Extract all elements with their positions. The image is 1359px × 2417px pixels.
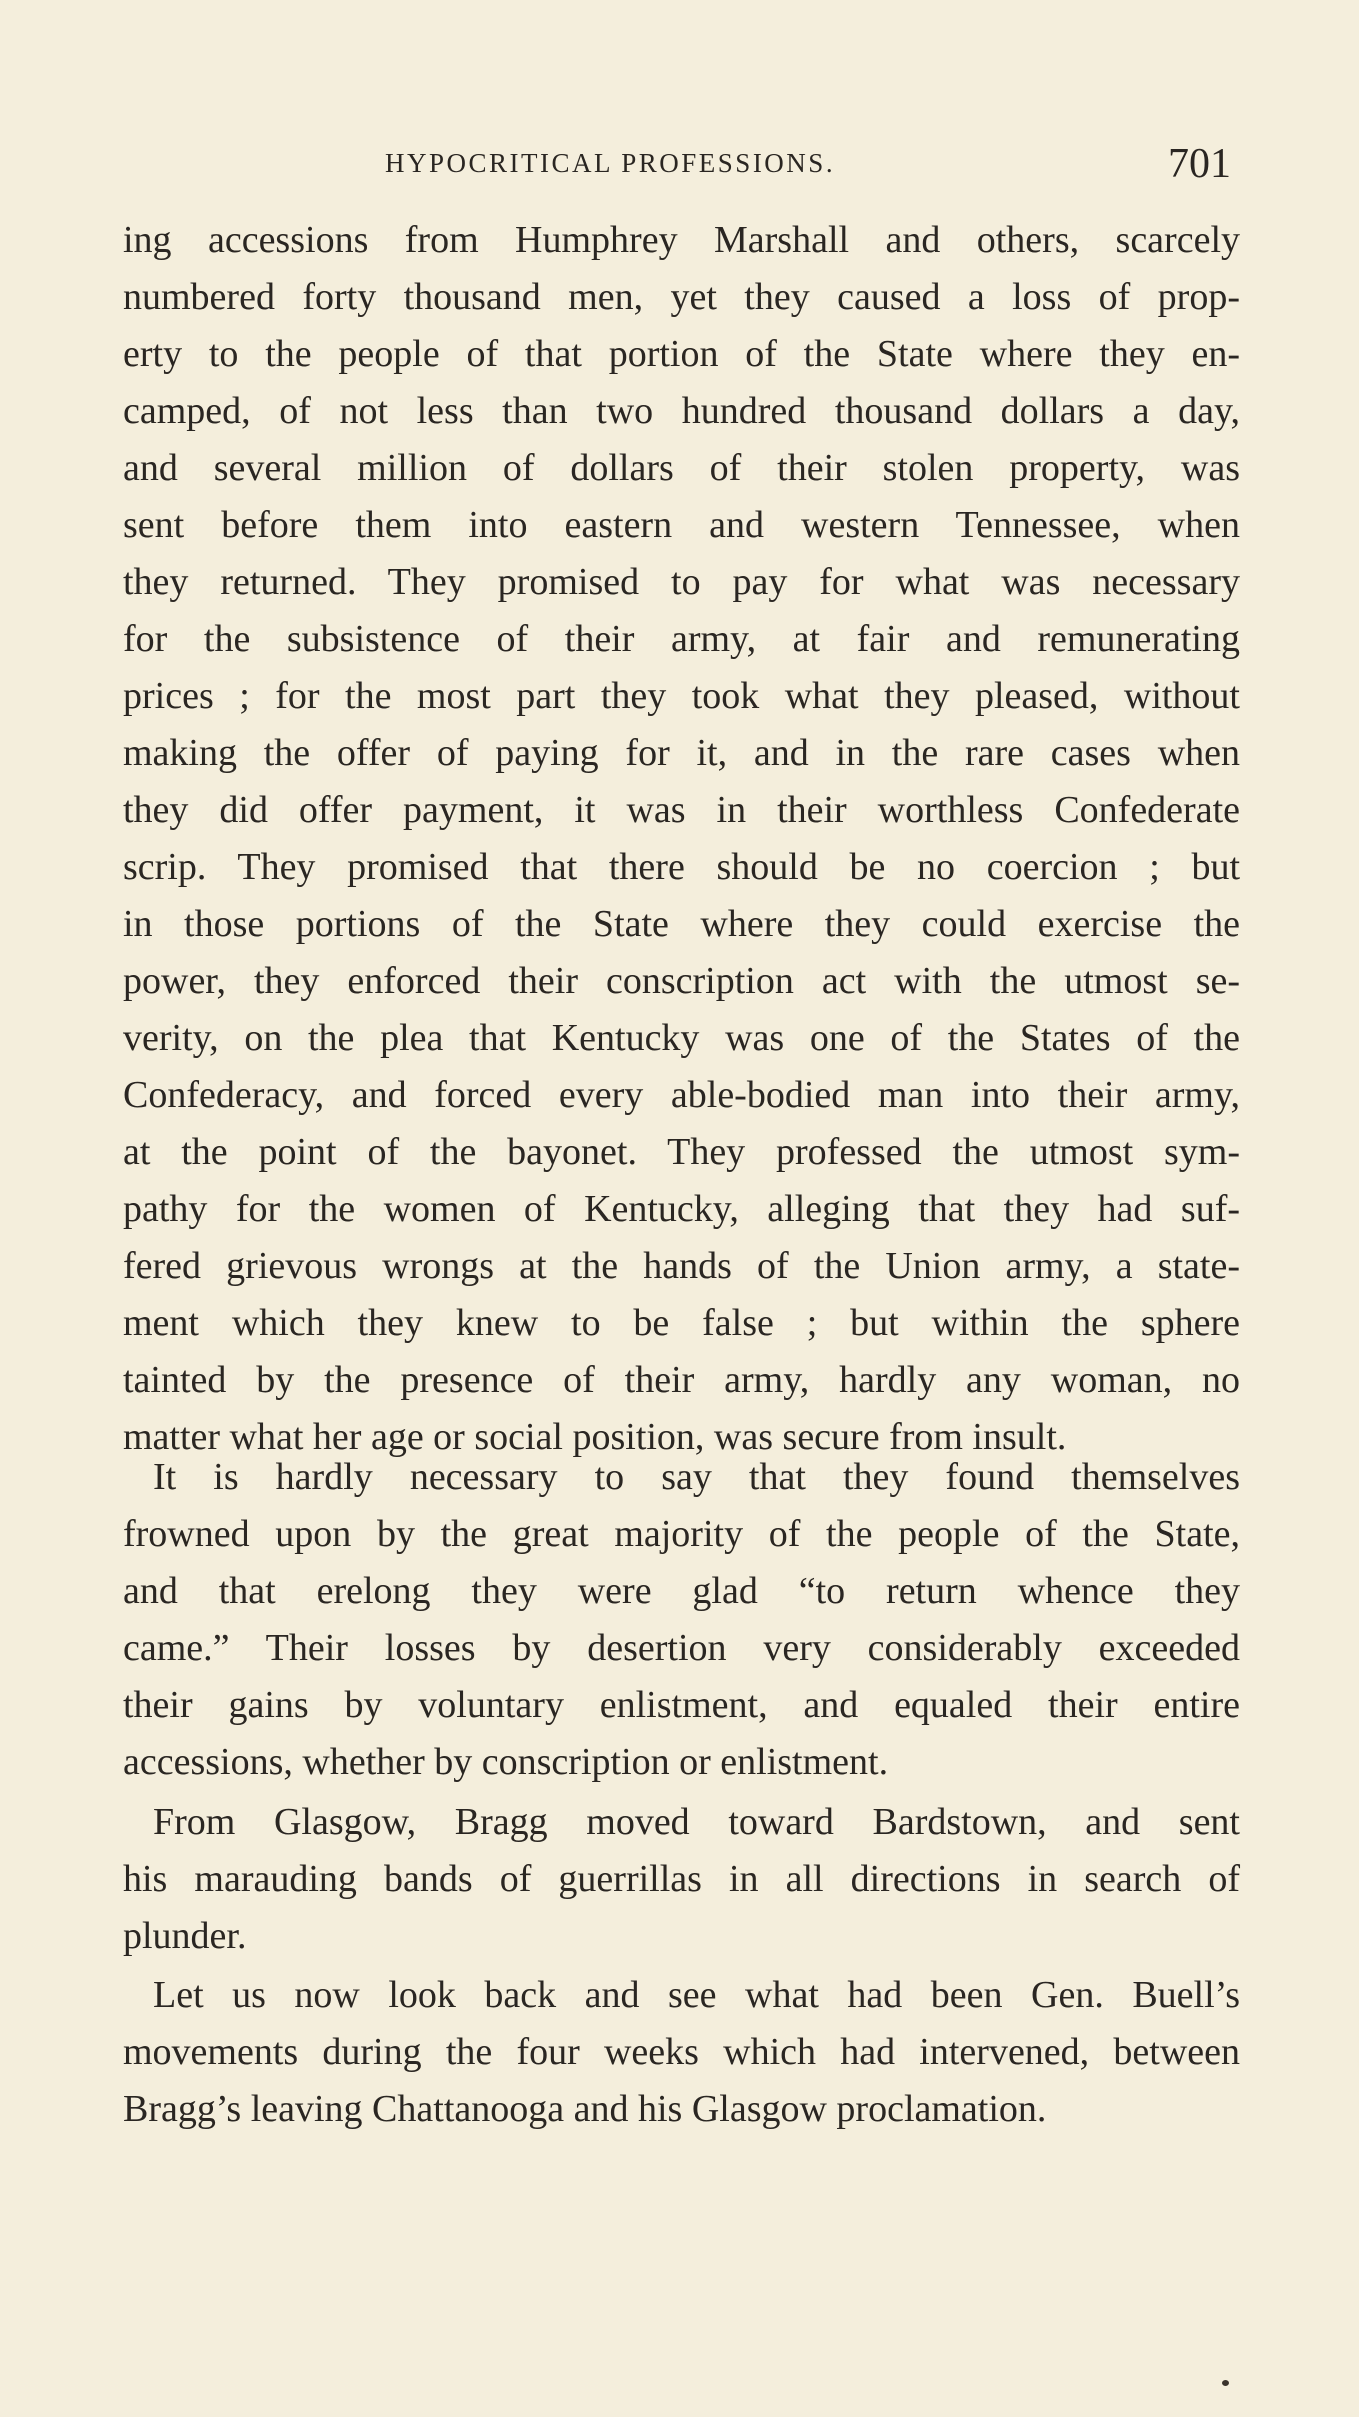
print-speck — [1222, 2380, 1229, 2386]
text-line: in those portions of the State where they could exercise the — [123, 903, 1240, 945]
text-line: Let us now look back and see what had been Gen. Buell’s — [153, 1974, 1240, 2016]
paragraph — [123, 1794, 1240, 1965]
text-line: they did offer payment, it was in their worthless Confederate — [123, 789, 1240, 831]
text-line: numbered forty thousand men, yet they caused a loss of prop- — [123, 276, 1240, 318]
text-line: they returned. They promised to pay for what was necessary — [123, 561, 1240, 603]
text-line: and several million of dollars of their stolen property, was — [123, 447, 1240, 489]
text-line: movements during the four weeks which had intervened, between — [123, 2031, 1240, 2073]
text-line: verity, on the plea that Kentucky was one of the States of the — [123, 1017, 1240, 1059]
text-line: frowned upon by the great majority of the people of the State, — [123, 1513, 1240, 1555]
text-line: ment which they knew to be false ; but within the sphere — [123, 1302, 1240, 1344]
text-line: tainted by the presence of their army, hardly any woman, no — [123, 1359, 1240, 1401]
text-line: power, they enforced their conscription act with the utmost se- — [123, 960, 1240, 1002]
text-line: prices ; for the most part they took what they pleased, without — [123, 675, 1240, 717]
text-line: his marauding bands of guerrillas in all directions in search of — [123, 1858, 1240, 1900]
paragraph — [123, 1967, 1240, 2138]
text-line: their gains by voluntary enlistment, and equaled their entire — [123, 1684, 1240, 1726]
text-line: sent before them into eastern and western Tennessee, when — [123, 504, 1240, 546]
text-line: Confederacy, and forced every able-bodied man into their army, — [123, 1074, 1240, 1116]
page-number: 701 — [1168, 141, 1231, 187]
text-line: accessions, whether by conscription or enlistment. — [123, 1741, 889, 1783]
text-line: scrip. They promised that there should be no coercion ; but — [123, 846, 1240, 888]
text-line: pathy for the women of Kentucky, alleging that they had suf- — [123, 1188, 1240, 1230]
text-line: fered grievous wrongs at the hands of the Union army, a state- — [123, 1245, 1240, 1287]
text-line: plunder. — [123, 1915, 247, 1957]
paragraph — [123, 1449, 1240, 1791]
text-line: From Glasgow, Bragg moved toward Bardstown, and sent — [153, 1801, 1240, 1843]
running-head: HYPOCRITICAL PROFESSIONS. — [385, 148, 836, 178]
text-line: It is hardly necessary to say that they found themselves — [153, 1456, 1240, 1498]
text-line: matter what her age or social position, was secure from insult. — [123, 1416, 1067, 1458]
text-line: came.” Their losses by desertion very considerably exceeded — [123, 1627, 1240, 1669]
text-line: ing accessions from Humphrey Marshall and others, scarcely — [123, 219, 1240, 261]
text-line: and that erelong they were glad “to return whence they — [123, 1570, 1240, 1612]
text-line: for the subsistence of their army, at fair and remunerating — [123, 618, 1240, 660]
paragraph — [123, 212, 1240, 1466]
text-line: erty to the people of that portion of the State where they en- — [123, 333, 1240, 375]
text-line: Bragg’s leaving Chattanooga and his Glasgow proclamation. — [123, 2088, 1047, 2130]
text-line: at the point of the bayonet. They professed the utmost sym- — [123, 1131, 1240, 1173]
text-line: making the offer of paying for it, and in the rare cases when — [123, 732, 1240, 774]
text-line: camped, of not less than two hundred thousand dollars a day, — [123, 390, 1240, 432]
